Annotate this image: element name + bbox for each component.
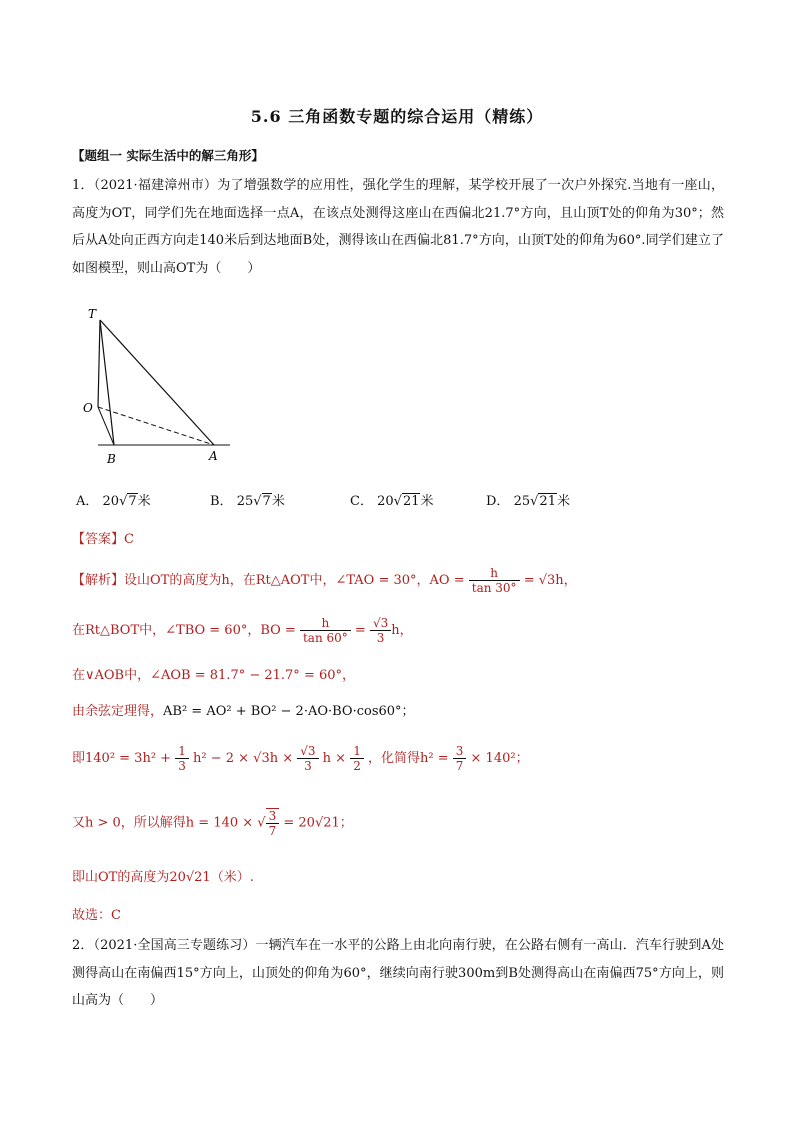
- label-T: T: [88, 307, 97, 321]
- question-1-text: 1．（2021·福建漳州市）为了增强数学的应用性，强化学生的理解，某学校开展了一次户外探究.当地有一座山，高度为OT，同学们先在地面选择一点A，在该点处测得这座山在西偏北21.7°方向，且山顶T处的仰角为30°；然后从A处向正西方向走140米后到达地面B处，测得该山在西偏北81.7°方向，山顶T处的仰角为60°.同学们建立了如图模型，则山高OT为（ ）: [72, 178, 724, 276]
- edge-TB: [100, 320, 114, 445]
- analysis-line-5: 即140² = 3h² + $\frac{1}{3}$ h² − 2 × √3h × $\frac{√3}{3}$ h × $\frac{1}{2}$ ，化简得h² = $\frac{3}{7}$ × 140²；: [72, 744, 529, 773]
- label-B: B: [107, 452, 116, 466]
- analysis-line-3: 在∨AOB中，∠AOB = 81.7° − 21.7° = 60°，: [72, 668, 356, 683]
- analysis-line-8: 故选：C: [72, 908, 121, 923]
- analysis-line-4: 由余弦定理得，AB² = AO² + BO² − 2·AO·BO·cos60°；: [72, 704, 415, 719]
- analysis-line-7: 即山OT的高度为20√21（米）.: [72, 870, 254, 885]
- analysis-line-1: 【解析】设山OT的高度为h，在Rt△AOT中，∠TAO = 30°，AO = $\frac{h}{\tan 30^\circ}$ = √3h，: [72, 566, 577, 595]
- label-A: A: [209, 449, 218, 463]
- page-title: 5.6 三角函数专题的综合运用（精练）: [250, 107, 544, 126]
- answer-line: 【答案】C: [72, 532, 134, 547]
- section-heading: 【题组一 实际生活中的解三角形】: [72, 148, 264, 163]
- option-b: B． 25√7米: [210, 494, 285, 509]
- option-c: C． 20√21米: [350, 494, 434, 509]
- label-O: O: [83, 401, 93, 415]
- question-2-text: 2．（2021·全国高三专题练习）一辆汽车在一水平的公路上由北向南行驶，在公路右侧有一高山．汽车行驶到A处测得高山在南偏西15°方向上，山顶处的仰角为60°，继续向南行驶300m到B处测得高山在南偏西75°方向上，则山高为（ ）: [72, 938, 724, 1008]
- edge-TA: [100, 320, 214, 445]
- analysis-line-2: 在Rt△BOT中，∠TBO = 60°，BO = $\frac{h}{\tan 60^\circ}$ = $\frac{√3}{3}$ h，: [72, 616, 413, 645]
- triangle-figure: [80, 300, 240, 470]
- edge-TO: [98, 320, 100, 407]
- option-d: D． 25√21米: [486, 494, 570, 509]
- analysis-line-6: 又h > 0，所以解得h = 140 × √ $\frac{3}{7}$ = 20√21；: [72, 809, 353, 838]
- option-a: A． 20√7米: [76, 494, 151, 509]
